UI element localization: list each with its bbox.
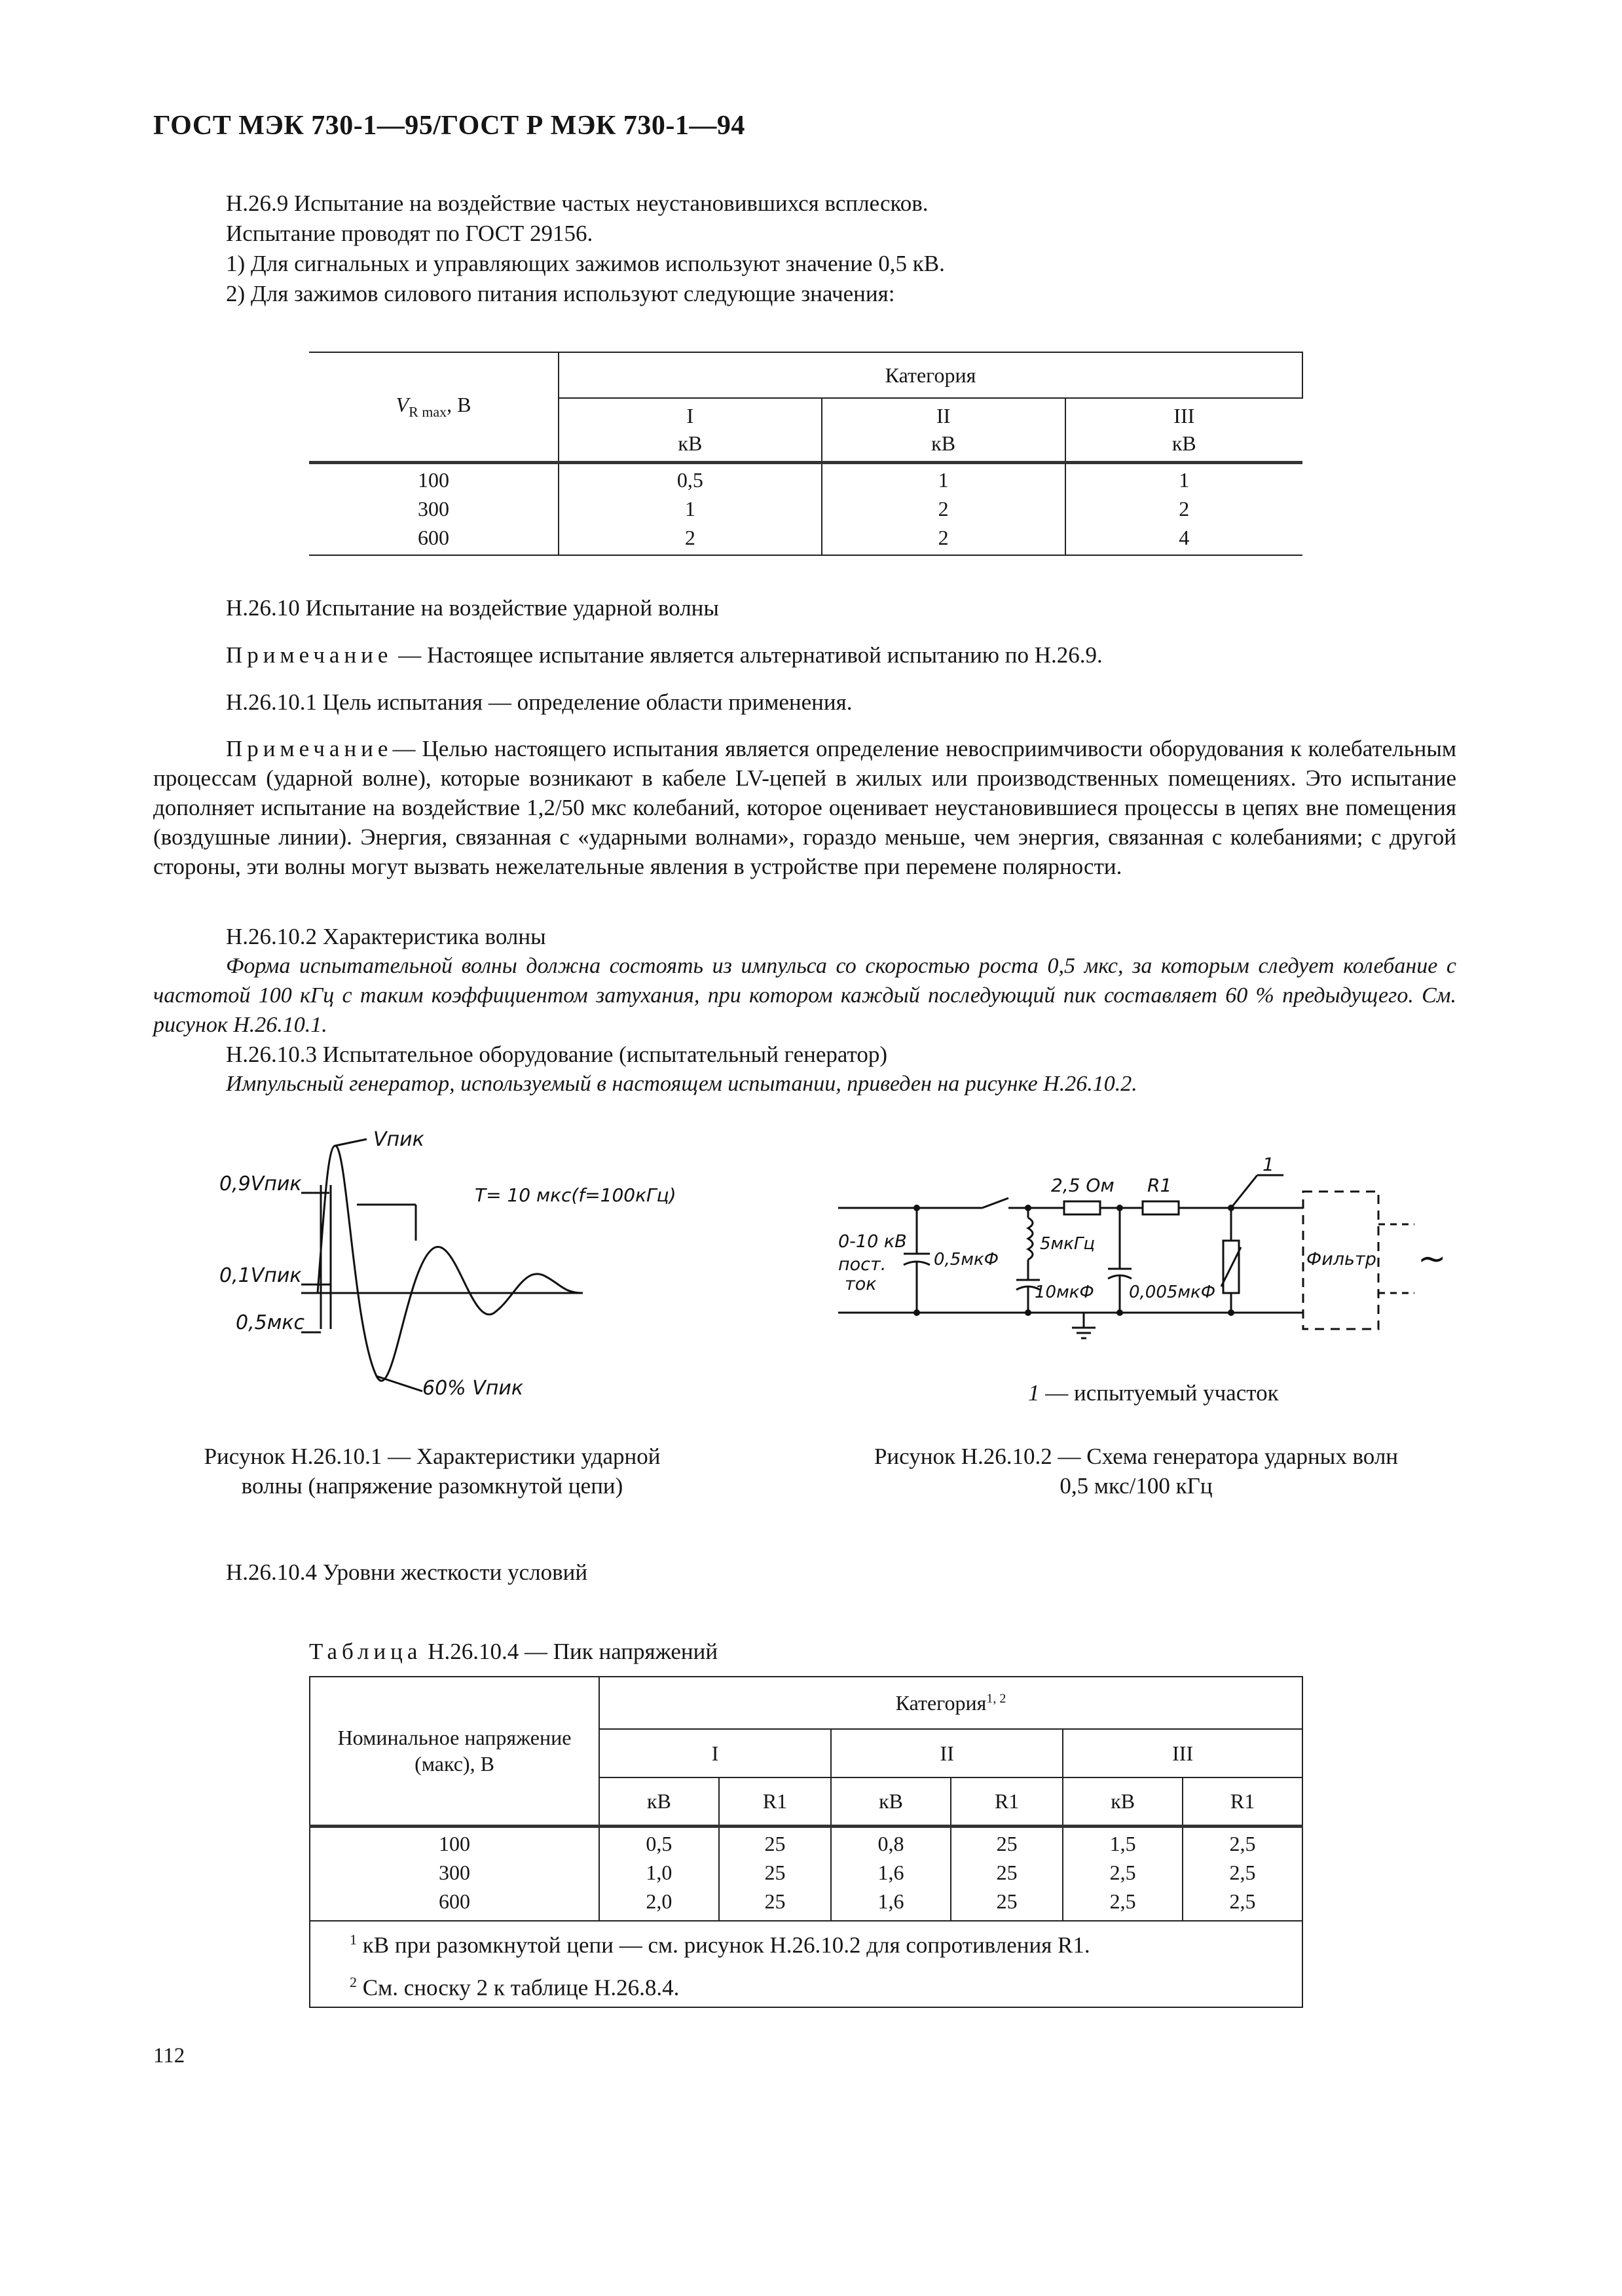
table1-col-name: II — [936, 404, 951, 428]
circuit-label-marker: 1 — [1263, 1154, 1274, 1175]
section-h26010-2-text: Форма испытательной волны должна состоять из импульса со скоростью роста 0,5 мкс, за которым следует колебание с частотой 100 кГц с таким коэффициентом затухания, при котором каждый последующий пик составляет 60 % предыдущего. См. рисунок Н.26.10.1. — [153, 954, 1456, 1037]
table2-group-label: Категория — [895, 1690, 987, 1715]
table-peak-voltages — [309, 1676, 1303, 2008]
table1-col-unit: кВ — [678, 431, 703, 456]
figure1-caption-line1: Рисунок Н.26.10.1 — Характеристики ударной — [204, 1444, 661, 1469]
circuit-label-c2: 10мкФ — [1035, 1283, 1094, 1302]
circuit-node — [1116, 1309, 1123, 1316]
section-h26010-1: Н.26.10.1 Цель испытания — определение области применения. — [226, 689, 853, 715]
section-h26010-3-text: Импульсный генератор, используемый в настоящем испытании, приведен на рисунке Н.26.10.2. — [226, 1072, 1137, 1096]
section-h2609-line2: Испытание проводят по ГОСТ 29156. — [226, 221, 593, 246]
table1-cell: 0,5 1 2 — [559, 462, 822, 555]
page-header: ГОСТ МЭК 730-1—95/ГОСТ Р МЭК 730-1—94 — [153, 111, 745, 141]
circuit-label-filter: Фильтр — [1306, 1249, 1376, 1269]
wave-curve — [318, 1146, 583, 1381]
table2-footnote1 — [350, 1922, 1302, 1964]
table1-row-header-sub: R max — [409, 403, 447, 420]
wave-label-05: 0,5мкс — [236, 1311, 304, 1334]
circuit-node — [913, 1205, 920, 1211]
figure2-caption — [809, 1442, 1464, 1501]
circuit-node — [913, 1309, 920, 1316]
table1-group-header: Категория — [559, 352, 1302, 398]
note1-label: Примечание — [226, 642, 393, 668]
table1-voltages: 100 300 600 — [309, 462, 559, 555]
note1-text: — Настоящее испытание является альтернативой испытанию по Н.26.9. — [392, 642, 1103, 668]
section-h26010-heading: Н.26.10 Испытание на воздействие ударной волны — [226, 595, 719, 621]
table1-col-unit: кВ — [931, 431, 956, 456]
table2-subheader: R1 — [719, 1777, 831, 1826]
wave-leader-peak — [335, 1139, 367, 1146]
wave-label-01: 0,1Vпик — [219, 1264, 302, 1287]
section-h26010-3: Н.26.10.3 Испытательное оборудование (испытательный генератор) — [226, 1042, 887, 1067]
circuit-label-ac: ~ — [1418, 1239, 1447, 1279]
circuit-node — [1025, 1205, 1031, 1211]
wave-label-vpeak: Vпик — [373, 1128, 424, 1151]
table2-title-label: Таблица — [309, 1639, 422, 1664]
table2-footnote2-sup: 2 — [350, 1974, 357, 1990]
figure2-caption-line1: Рисунок Н.26.10.2 — Схема генератора ударных волн — [874, 1444, 1399, 1469]
table2-subheader: R1 — [951, 1777, 1063, 1826]
circuit-resistor-r1 — [1143, 1201, 1179, 1214]
table2-group-sup: 1, 2 — [986, 1690, 1006, 1705]
page-number: 112 — [153, 2044, 185, 2068]
table2-footnote2-text: См. сноску 2 к таблице Н.26.8.4. — [357, 1975, 680, 2001]
table2-cell: 25 25 25 — [951, 1826, 1063, 1921]
section-h2609-item2: 2) Для зажимов силового питания используют следующие значения: — [226, 281, 895, 306]
circuit-label-l: 5мкГц — [1040, 1234, 1096, 1254]
table2-title-text: Н.26.10.4 — Пик напряжений — [422, 1639, 718, 1664]
figure-circuit — [838, 1152, 1460, 1375]
table1-cell: 1 2 2 — [822, 462, 1065, 555]
table1-row-header-unit: , В — [447, 393, 471, 417]
table2-category: I — [599, 1729, 831, 1777]
table2-category: II — [831, 1729, 1063, 1777]
wave-label-09: 0,9Vпик — [219, 1173, 302, 1195]
circuit-label-c3: 0,005мкФ — [1129, 1283, 1216, 1302]
table2-cell: 25 25 25 — [719, 1826, 831, 1921]
wave-label-period: T= 10 мкс(f=100кГц) — [475, 1184, 676, 1206]
circuit-inductor — [1028, 1218, 1033, 1260]
figure1-caption — [164, 1442, 701, 1501]
table1-row-header-symbol: V — [396, 393, 409, 417]
table2-category: III — [1063, 1729, 1302, 1777]
table2-cell: 2,5 2,5 2,5 — [1183, 1826, 1302, 1921]
circuit-label-c1: 0,5мкФ — [934, 1250, 999, 1269]
figure2-legend — [1028, 1378, 1279, 1408]
table2-subheader: кВ — [599, 1777, 719, 1826]
figure1-caption-line2: волны (напряжение разомкнутой цепи) — [241, 1473, 623, 1499]
table2-cell: 0,8 1,6 1,6 — [831, 1826, 951, 1921]
table2-row-header-line1: Номинальное напряжение — [337, 1726, 572, 1750]
table2-row-header-line2: (макс), В — [415, 1752, 494, 1776]
table1-col-unit: кВ — [1171, 431, 1196, 456]
table1-col-header — [559, 398, 822, 462]
circuit-label-source1: 0-10 кВ — [838, 1231, 907, 1252]
circuit-switch — [982, 1198, 1008, 1208]
table2-cell: 1,5 2,5 2,5 — [1063, 1826, 1183, 1921]
table1-col-name: I — [686, 404, 694, 428]
table1-cell: 1 2 4 — [1065, 462, 1302, 555]
circuit-node — [1025, 1309, 1031, 1316]
table1-col-name: III — [1173, 404, 1195, 428]
note2 — [153, 734, 1456, 881]
section-h2609-item1: 1) Для сигнальных и управляющих зажимов используют значение 0,5 кВ. — [226, 251, 945, 276]
wave-label-60: 60% Vпик — [422, 1377, 523, 1400]
table2-subheader: R1 — [1183, 1777, 1302, 1826]
table2-footnote1-sup: 1 — [350, 1931, 357, 1948]
circuit-node — [1228, 1309, 1234, 1316]
circuit-label-r25: 2,5 Ом — [1051, 1175, 1115, 1196]
circuit-marker-leader — [1231, 1175, 1257, 1208]
section-h2609-heading: Н.26.9 Испытание на воздействие частых неустановившихся всплесков. — [226, 191, 929, 216]
table2-voltages: 100 300 600 — [310, 1826, 599, 1921]
table2-footnotes — [310, 1921, 1302, 2007]
wave-leader-60 — [377, 1376, 422, 1391]
table1-col-header — [1065, 398, 1302, 462]
figure2-caption-line2: 0,5 мкс/100 кГц — [1060, 1473, 1213, 1499]
table2-title — [309, 1637, 718, 1666]
figure2-legend-text: — испытуемый участок — [1039, 1380, 1279, 1406]
section-h26010-2: Н.26.10.2 Характеристика волны — [226, 924, 546, 949]
note2-text: — Целью настоящего испытания является определение невосприимчивости оборудования к колебательным процессам (ударной волне), которые возникают в кабеле LV-цепей в жилых или производственных помещениях. Это испытание дополняет испытание на воздействие 1,2/50 мкс колебаний, которое оценивает неустановившиеся процессы в цепях вне помещения (воздушные линии). Энергия, связанная с «ударными волнами», гораздо меньше, чем энергия, связанная с колебаниями; с другой стороны, эти волны могут вызвать нежелательные явления в устройстве при перемене полярности. — [153, 736, 1456, 879]
table-category-voltages — [309, 352, 1303, 556]
table2-group-header — [599, 1677, 1302, 1729]
figure2-legend-num: 1 — [1028, 1380, 1040, 1406]
section-h260104-heading: Н.26.10.4 Уровни жесткости условий — [226, 1559, 588, 1585]
table2-cell: 0,5 1,0 2,0 — [599, 1826, 719, 1921]
note2-label: Примечание — [226, 736, 393, 761]
circuit-resistor-25 — [1064, 1201, 1100, 1214]
circuit-label-source3: ток — [845, 1274, 877, 1294]
table2-subheader: кВ — [1063, 1777, 1183, 1826]
circuit-node — [1116, 1205, 1123, 1211]
figure-wave — [196, 1128, 676, 1408]
table2-row-header — [310, 1677, 599, 1826]
circuit-label-source2: пост. — [838, 1254, 887, 1275]
table2-footnote1-text: кВ при разомкнутой цепи — см. рисунок Н.26.10.2 для сопротивления R1. — [357, 1933, 1090, 1958]
table2-subheader: кВ — [831, 1777, 951, 1826]
note1 — [226, 640, 1103, 670]
circuit-node — [1228, 1205, 1234, 1211]
table2-footnote2 — [350, 1964, 1302, 2007]
table1-col-header — [822, 398, 1065, 462]
table1-row-header — [309, 352, 559, 462]
circuit-label-r1: R1 — [1147, 1175, 1172, 1196]
